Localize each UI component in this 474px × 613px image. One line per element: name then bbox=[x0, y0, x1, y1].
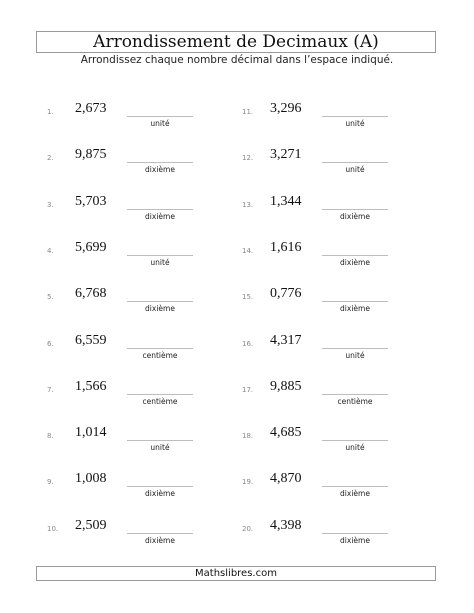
problem-item bbox=[47, 471, 247, 505]
decimal-value: 4,398 bbox=[270, 517, 302, 533]
decimal-value: 6,559 bbox=[75, 332, 107, 348]
problem-number: 6. bbox=[47, 339, 54, 348]
decimal-value: 9,875 bbox=[75, 147, 107, 163]
answer-line[interactable] bbox=[322, 394, 388, 395]
problem-number: 1. bbox=[47, 108, 54, 116]
problem-number: 7. bbox=[47, 385, 54, 394]
decimal-value: 5,703 bbox=[75, 193, 107, 209]
rounding-place-label: unité bbox=[345, 443, 365, 453]
problem-number: 4. bbox=[47, 246, 54, 255]
rounding-place-label: dixième bbox=[340, 211, 370, 221]
problem-number: 9. bbox=[47, 478, 54, 487]
decimal-value: 2,673 bbox=[75, 101, 107, 116]
problem-number: 11. bbox=[242, 108, 254, 116]
rounding-place-label: dixième bbox=[340, 304, 370, 314]
rounding-place-label: dixième bbox=[145, 489, 175, 499]
problem-item bbox=[47, 239, 247, 274]
problem-number: 15. bbox=[242, 293, 254, 302]
problem-item bbox=[47, 286, 247, 320]
rounding-place-label: dixième bbox=[145, 535, 175, 545]
problem-item bbox=[242, 239, 442, 274]
answer-line[interactable] bbox=[127, 301, 193, 302]
problem-number: 17. bbox=[242, 385, 254, 394]
problem-number: 13. bbox=[242, 200, 254, 209]
problem-item bbox=[242, 147, 442, 181]
decimal-value: 0,776 bbox=[270, 286, 302, 302]
problem-number: 20. bbox=[242, 524, 254, 533]
problem-number: 18. bbox=[242, 432, 254, 441]
answer-line[interactable] bbox=[127, 394, 193, 395]
answer-line[interactable] bbox=[127, 116, 193, 117]
answer-line[interactable] bbox=[127, 209, 193, 210]
rounding-place-label: dixième bbox=[340, 257, 370, 267]
answer-line[interactable] bbox=[322, 301, 388, 302]
problem-item bbox=[47, 147, 247, 181]
problem-number: 12. bbox=[242, 154, 254, 163]
rounding-place-label: centième bbox=[337, 396, 373, 406]
rounding-place-label: dixième bbox=[340, 535, 370, 545]
problem-item bbox=[242, 471, 442, 505]
rounding-place-label: unité bbox=[345, 119, 365, 128]
answer-line[interactable] bbox=[322, 440, 388, 441]
answer-line[interactable] bbox=[322, 255, 388, 256]
decimal-value: 1,008 bbox=[75, 471, 107, 487]
answer-line[interactable] bbox=[127, 348, 193, 349]
problem-item bbox=[47, 378, 247, 413]
rounding-place-label: unité bbox=[345, 165, 365, 175]
problem-item bbox=[242, 378, 442, 413]
decimal-value: 1,344 bbox=[270, 193, 302, 209]
problem-item bbox=[47, 425, 247, 459]
answer-line[interactable] bbox=[127, 440, 193, 441]
answer-line[interactable] bbox=[127, 162, 193, 163]
decimal-value: 1,014 bbox=[75, 425, 107, 441]
answer-line[interactable] bbox=[322, 209, 388, 210]
decimal-value: 1,616 bbox=[270, 239, 302, 255]
problem-item bbox=[47, 332, 247, 367]
problem-item bbox=[242, 332, 442, 367]
decimal-value: 1,566 bbox=[75, 378, 107, 394]
answer-line[interactable] bbox=[322, 533, 388, 534]
answer-line[interactable] bbox=[127, 533, 193, 534]
problem-number: 3. bbox=[47, 200, 54, 209]
problem-number: 10. bbox=[47, 524, 59, 533]
rounding-place-label: centième bbox=[142, 396, 178, 406]
problem-number: 2. bbox=[47, 154, 54, 163]
decimal-value: 5,699 bbox=[75, 239, 107, 255]
problem-item bbox=[47, 193, 247, 228]
problem-item bbox=[47, 101, 247, 135]
footer: Mathslibres.com bbox=[36, 566, 436, 581]
decimal-value: 4,870 bbox=[270, 471, 302, 487]
rounding-place-label: dixième bbox=[145, 165, 175, 175]
answer-line[interactable] bbox=[322, 162, 388, 163]
problem-number: 8. bbox=[47, 432, 54, 441]
problem-number: 16. bbox=[242, 339, 254, 348]
problem-number: 14. bbox=[242, 246, 254, 255]
answer-line[interactable] bbox=[322, 348, 388, 349]
decimal-value: 3,271 bbox=[270, 147, 302, 163]
rounding-place-label: unité bbox=[345, 350, 365, 360]
decimal-value: 4,317 bbox=[270, 332, 302, 348]
problem-number: 5. bbox=[47, 293, 54, 302]
answer-line[interactable] bbox=[322, 116, 388, 117]
answer-line[interactable] bbox=[127, 486, 193, 487]
decimal-value: 9,885 bbox=[270, 378, 302, 394]
answer-line[interactable] bbox=[322, 486, 388, 487]
problem-item bbox=[47, 517, 247, 552]
rounding-place-label: dixième bbox=[145, 304, 175, 314]
rounding-place-label: dixième bbox=[340, 489, 370, 499]
rounding-place-label: unité bbox=[150, 119, 170, 128]
problem-item bbox=[242, 286, 442, 320]
decimal-value: 6,768 bbox=[75, 286, 107, 302]
rounding-place-label: unité bbox=[150, 257, 170, 267]
answer-line[interactable] bbox=[127, 255, 193, 256]
worksheet-title: Arrondissement de Decimaux (A) bbox=[36, 31, 436, 53]
decimal-value: 3,296 bbox=[270, 101, 302, 116]
problem-item bbox=[242, 517, 442, 552]
rounding-place-label: dixième bbox=[145, 211, 175, 221]
problem-number: 19. bbox=[242, 478, 254, 487]
problem-item bbox=[242, 101, 442, 135]
instructions: Arrondissez chaque nombre décimal dans l’espace indiqué. bbox=[80, 54, 394, 66]
problem-item bbox=[242, 193, 442, 228]
rounding-place-label: centième bbox=[142, 350, 178, 360]
rounding-place-label: unité bbox=[150, 443, 170, 453]
decimal-value: 2,509 bbox=[75, 517, 107, 533]
decimal-value: 4,685 bbox=[270, 425, 302, 441]
problem-item bbox=[242, 425, 442, 459]
